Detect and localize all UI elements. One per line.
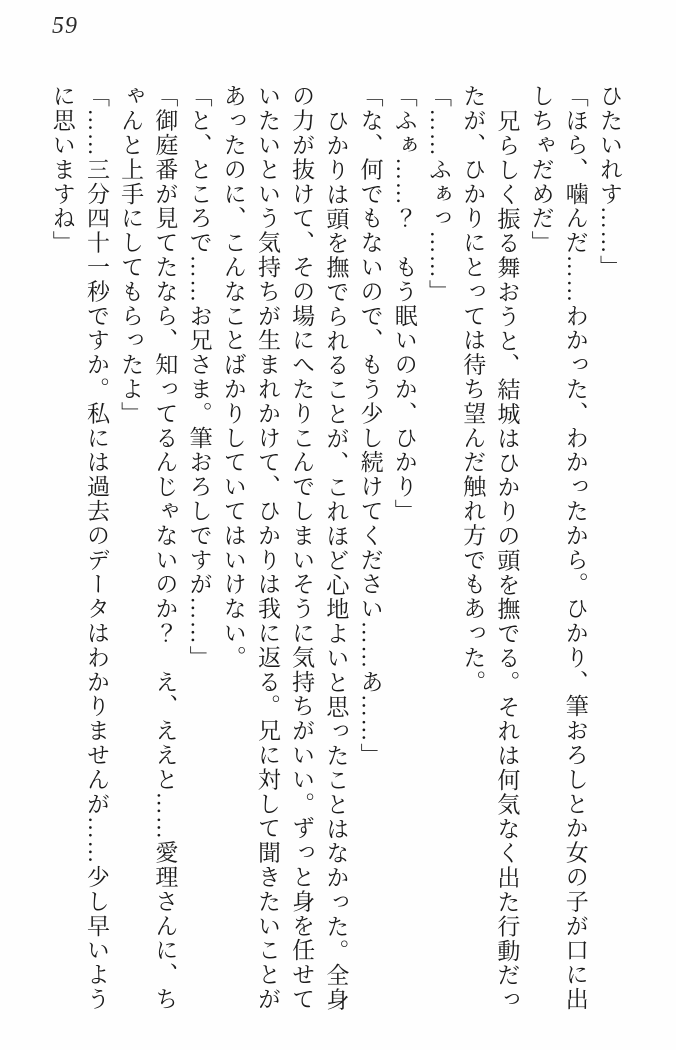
text-column: あったのに、こんなことばかりしていてはいけない。 (220, 84, 246, 670)
text-column: ひかりは頭を撫でられることが、これほど心地よいと思ったことはなかった。全身 (323, 109, 349, 1012)
text-column: 「な、何でもないので、もう少し続けてください……あ……」 (357, 84, 383, 768)
text-column: たが、ひかりにとっては待ち望んだ触れ方でもあった。 (460, 84, 486, 694)
text-column: いたいという気持ちが生まれかけて、ひかりは我に返る。兄に対して聞きたいことが (254, 84, 280, 1012)
text-column: 「……ふぁっ……」 (425, 84, 451, 304)
text-column: 兄らしく振る舞おうと、結城はひかりの頭を撫でる。それは何気なく出た行動だっ (494, 109, 520, 1012)
text-column: 「と、ところで……お兄さま。筆おろしですが……」 (186, 84, 212, 670)
text-column: 「……三分四十一秒ですか。私には過去のデータはわかりませんが……少し早いよう (83, 84, 109, 1012)
text-column: ひたいれす……」 (597, 84, 622, 280)
text-column: 「ふぁ……？ もう眠いのか、ひかり」 (391, 84, 417, 524)
text-column: に思いますね」 (49, 84, 75, 255)
page-number: 59 (52, 13, 78, 39)
text-column: の力が抜けて、その場にへたりこんでしまいそうに気持ちがいい。ずっと身を任せて (289, 84, 315, 1012)
text-column: 「御庭番が見てたなら、知ってるんじゃないのか？ え、ええと……愛理さんに、ち (152, 84, 178, 1012)
text-column: ゃんと上手にしてもらったよ」 (118, 84, 144, 426)
text-column: しちゃだめだ」 (528, 84, 554, 255)
text-column: 「ほら、噛んだ……わかった、わかったから。ひかり、筆おろしとか女の子が口に出 (562, 84, 588, 1012)
page-text (45, 84, 626, 1012)
